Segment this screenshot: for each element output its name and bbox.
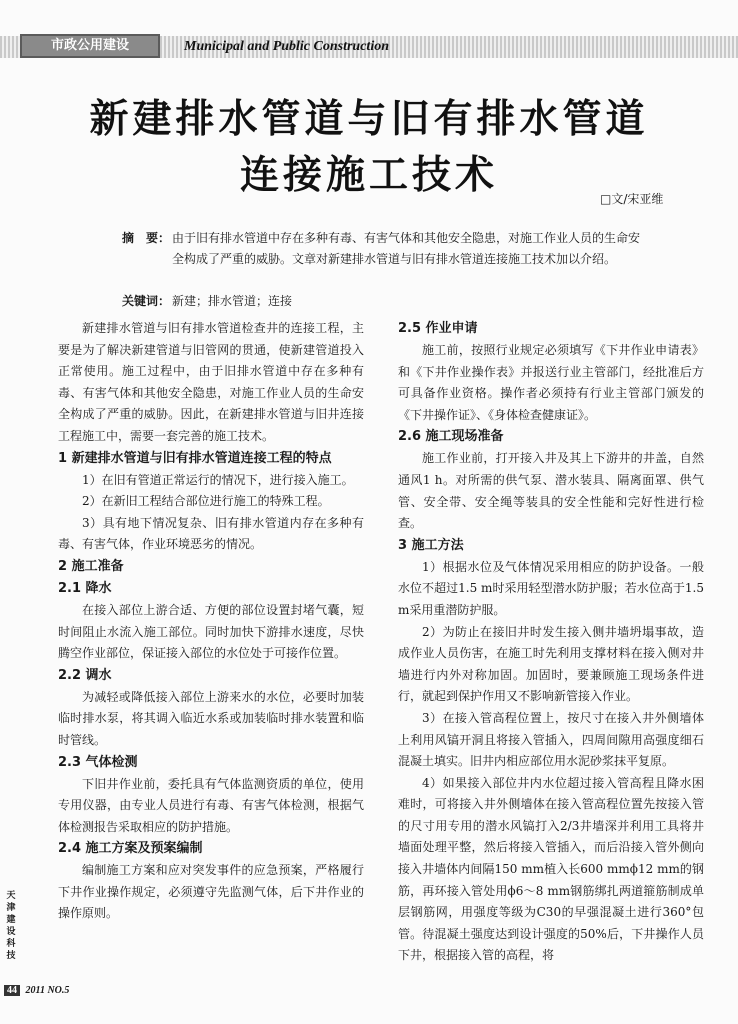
right-column [398,318,704,967]
journal-side-title: 天 津 建 设 科 技 [6,891,16,961]
section-english-title: Municipal and Public Construction [184,39,389,54]
section-heading: 2.5 作业申请 [398,321,478,336]
body-paragraph: 3）在接入管高程位置上，按尺寸在接入井外侧墙体上利用风镐开洞且将接入管插入，四周间隙用高强度细石混凝土填实。旧井内相应部位用水泥砂浆抹平复原。 [398,710,704,769]
body-paragraph: 1）根据水位及气体情况采用相应的防护设备。一般水位不超过1.5 m时采用轻型潜水防护服；若水位高于1.5 m采用重潜防护服。 [398,559,704,617]
body-paragraph: 在接入部位上游合适、方便的部位设置封堵气囊，短时间阻止水流入施工部位。同时加快下游排水速度，尽快腾空作业部位，保证接入部位的水位处于可接作位置。 [58,602,364,661]
body-paragraph: 3）具有地下情况复杂、旧有排水管道内存在多种有毒、有害气体，作业环境恶劣的情况。 [58,515,364,552]
section-heading: 2.2 调水 [58,667,112,683]
body-paragraph: 2）在新旧工程结合部位进行施工的特殊工程。 [82,494,330,509]
keywords-label: 关键词： [122,294,171,308]
section-heading: 3 施工方法 [398,537,464,553]
body-paragraph: 编制施工方案和应对突发事件的应急预案，严格履行下井作业操作规定，必须遵守先监测气体，后下井作业的操作原则。 [58,863,364,921]
page-number: 44 [4,985,20,996]
section-heading: 2.6 施工现场准备 [398,429,504,445]
body-paragraph: 施工前，按照行业规定必须填写《下井作业申请表》和《下井作业操作表》并报送行业主管部门，经批准后方可具备作业资格。操作者必须持有行业主管部门颁发的《下井操作证》、《身体检查健康证》。 [398,343,704,422]
section-heading: 2 施工准备 [58,558,124,574]
author-byline: □文/宋亚维 [600,192,664,206]
keywords-text: 新建；排水管道；连接 [172,294,293,308]
abstract-text: 由于旧有排水管道中存在多种有毒、有害气体和其他安全隐患，对施工作业人员的生命安全构成了严重的威胁。文章对新建排水管道与旧有排水管道连接施工技术加以介绍。 [172,231,641,266]
abstract-label: 摘 要： [122,231,171,245]
body-paragraph: 1）在旧有管道正常运行的情况下，进行接入施工。 [82,472,354,487]
page-footer [4,984,69,998]
section-heading: 2.3 气体检测 [58,754,138,770]
body-paragraph: 下旧井作业前，委托具有气体监测资质的单位，使用专用仪器，由专业人员进行有毒、有害气体检测，根据气体检测报告采取相应的防护措施。 [58,776,364,834]
left-column [58,318,364,925]
body-paragraph: 为减轻或降低接入部位上游来水的水位，必要时加装临时排水泵，将其调入临近水系或加装临时排水装置和临时管线。 [58,689,364,747]
section-heading: 2.4 施工方案及预案编制 [58,841,203,857]
body-paragraph: 2）为防止在接旧井时发生接入侧井墙坍塌事故，造成作业人员伤害，在施工时先利用支撑材料在接入侧对井墙进行内外对称加固。加固时，要兼顾施工现场条件进行，就起到保护作用又不影响新管接入作业。 [398,624,704,704]
section-heading: 2.1 降水 [58,580,112,596]
article-title-line2: 连接施工技术 [239,152,498,198]
keywords [122,291,642,312]
body-paragraph: 新建排水管道与旧有排水管道检查井的连接工程，主要是为了解决新建管道与旧管网的贯通，使新建管道投入正常使用。施工过程中，由于旧排水管道中存在多种有毒、有害气体和其他安全隐患，对施工作业人员的生命安全构成了严重的威胁。因此，在新建排水管道与旧井连接工程施工中，需要一套完善的施工技术。 [58,321,364,443]
abstract [122,228,642,266]
body-paragraph: 施工作业前，打开接入井及其上下游井的井盖，自然通风1 h。对所需的供气泵、潜水装具、隔离面罩、供气管、安全带、安全绳等装具的安全性能和完好性进行检查。 [398,451,704,531]
article-title-line1: 新建排水管道与旧有排水管道 [89,96,649,142]
issue-label: 2011 NO.5 [25,985,70,996]
section-heading: 1 新建排水管道与旧有排水管道连接工程的特点 [58,450,332,466]
body-paragraph: 4）如果接入部位井内水位超过接入管高程且降水困难时，可将接入井外侧墙体在接入管高程位置先按接入管的尺寸用专用的潜水风镐打入2/3井墙深并利用工具将井墙面处理平整，然后将接入管插入，而后沿接入管外侧向接入井墙体内间隔150 mm植入长600 mmϕ12 mm的钢筋，再环接入管处用ϕ6～8 mm钢筋绑扎两道箍筋制成单层钢筋网，用强度等级为C30的早强混凝土进行360°包管。待混凝土强度达到设计强度的50%后，下井操作人员下井，根据接入管的高程，将 [398,775,704,963]
section-tag: 市政公用建设 [20,34,160,58]
